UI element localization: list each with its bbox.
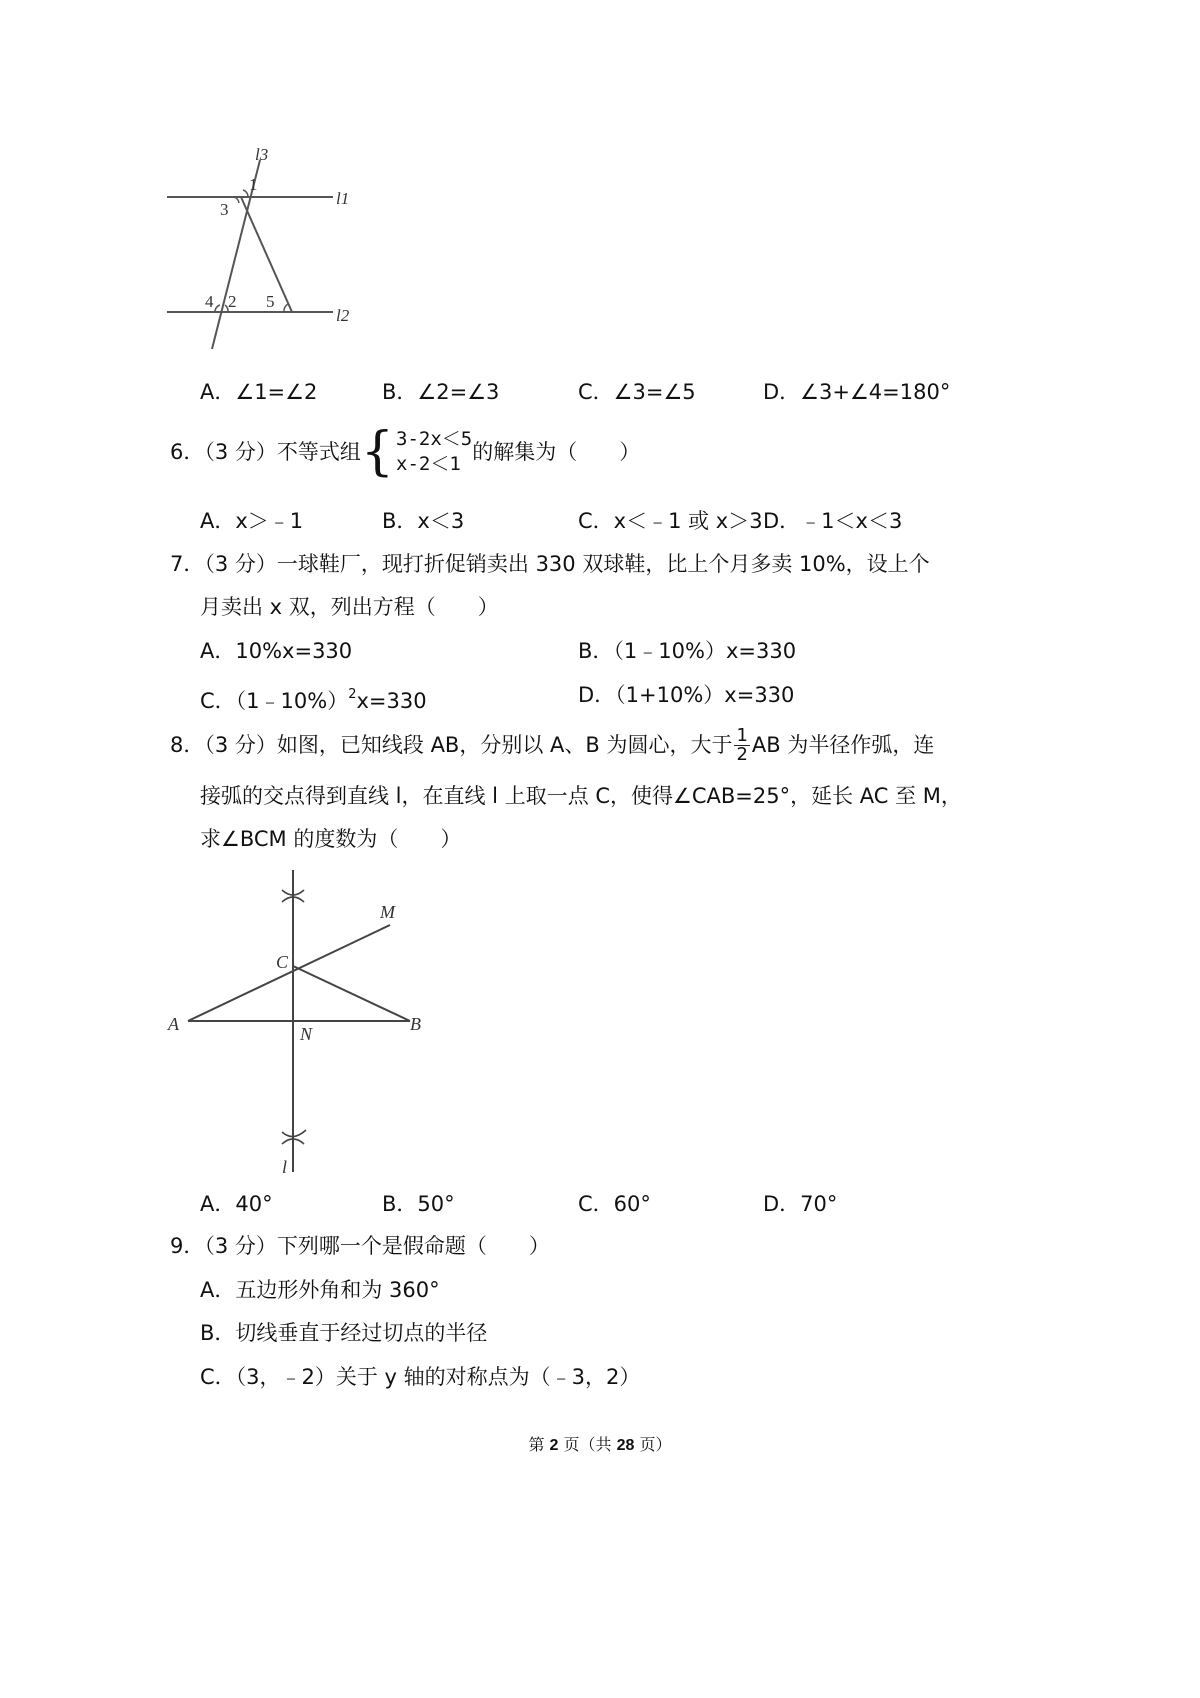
brace-icon: { [360, 422, 394, 482]
q5-option-b: B．∠2=∠3 [382, 380, 500, 404]
q7-stem-line1: 7．（3 分）一球鞋厂，现打折促销卖出 330 双球鞋，比上个月多卖 10%，设上个 [170, 552, 930, 576]
q6-option-b: B．x＜3 [382, 509, 465, 533]
q7-stem-line2: 月卖出 x 双，列出方程（ ） [200, 595, 499, 619]
segment-am [188, 925, 390, 1021]
label-l3: l3 [255, 145, 269, 164]
figure-parallel-lines [160, 140, 380, 360]
label-angle-5: 5 [266, 292, 275, 311]
q8-line1-post: AB 为半径作弧，连 [751, 733, 935, 757]
angle-mark-1 [243, 190, 248, 197]
q7-option-c-base: C．（1﹣10%） [200, 689, 349, 713]
q7-option-c-exponent: 2 [348, 687, 357, 702]
label-angle-3: 3 [220, 200, 229, 219]
q7-option-c [200, 681, 427, 715]
q6-suffix: 的解集为（ ） [472, 440, 641, 464]
q5-option-c: C．∠3=∠5 [578, 380, 696, 404]
q5-option-a: A．∠1=∠2 [200, 380, 318, 404]
q8-line1-pre: 8．（3 分）如图，已知线段 AB，分别以 A、B 为圆心，大于 [170, 733, 733, 757]
q6-prefix: 6．（3 分）不等式组 [170, 440, 361, 464]
label-a: A [168, 1014, 179, 1034]
q8-option-c: C．60° [578, 1192, 651, 1216]
footer-middle: 页（共 [558, 1435, 617, 1454]
q7-option-d: D．（1+10%）x=330 [578, 683, 795, 707]
q9-stem: 9．（3 分）下列哪一个是假命题（ ） [170, 1234, 550, 1258]
q8-option-a: A．40° [200, 1192, 273, 1216]
label-angle-4: 4 [205, 292, 214, 311]
label-c: C [276, 952, 289, 972]
page-footer [0, 1432, 1200, 1455]
label-l1: l1 [336, 189, 350, 208]
footer-total-pages: 28 [616, 1437, 635, 1454]
angle-mark-5 [284, 304, 288, 312]
figure-perpendicular-bisector [160, 860, 450, 1180]
label-b: B [410, 1014, 421, 1034]
inequality-2: x-2＜1 [396, 453, 461, 475]
fraction-denominator: 2 [736, 743, 748, 765]
fraction-numerator: 1 [736, 724, 748, 746]
q8-option-d: D．70° [763, 1192, 838, 1216]
label-l: l [282, 1157, 288, 1177]
footer-page-number: 2 [549, 1437, 559, 1454]
label-l2: l2 [336, 306, 350, 325]
q9-option-c: C．（3，﹣2）关于 y 轴的对称点为（﹣3，2） [200, 1365, 641, 1389]
q6-option-a: A．x＞﹣1 [200, 509, 304, 533]
q9-option-a: A．五边形外角和为 360° [200, 1278, 440, 1302]
inequality-1: 3-2x＜5 [396, 428, 473, 450]
q7-option-c-tail: x=330 [356, 689, 427, 713]
inequality-system [396, 427, 472, 477]
q6-stem [170, 420, 640, 484]
segment-cb [293, 966, 410, 1021]
label-m: M [380, 902, 395, 922]
q7-option-b: B．（1﹣10%）x=330 [578, 639, 797, 663]
label-angle-2: 2 [228, 292, 237, 311]
q6-option-d: D．﹣1＜x＜3 [763, 509, 903, 533]
q5-option-d: D．∠3+∠4=180° [763, 380, 951, 404]
q7-option-a: A．10%x=330 [200, 639, 353, 663]
footer-suffix: 页） [634, 1435, 672, 1454]
q6-option-c: C．x＜﹣1 或 x＞3 [578, 509, 763, 533]
q8-stem-line1 [170, 722, 934, 768]
q9-option-b: B．切线垂直于经过切点的半径 [200, 1321, 488, 1345]
q8-option-b: B．50° [382, 1192, 455, 1216]
q8-stem-line3: 求∠BCM 的度数为（ ） [200, 827, 462, 851]
footer-prefix: 第 [528, 1435, 550, 1454]
label-angle-1: 1 [249, 175, 258, 194]
label-n: N [300, 1024, 313, 1044]
q8-stem-line2: 接弧的交点得到直线 l，在直线 l 上取一点 C，使得∠CAB=25°，延长 AC 至 M， [200, 784, 962, 808]
fraction-one-half [734, 724, 749, 765]
angle-mark-4 [215, 305, 220, 312]
